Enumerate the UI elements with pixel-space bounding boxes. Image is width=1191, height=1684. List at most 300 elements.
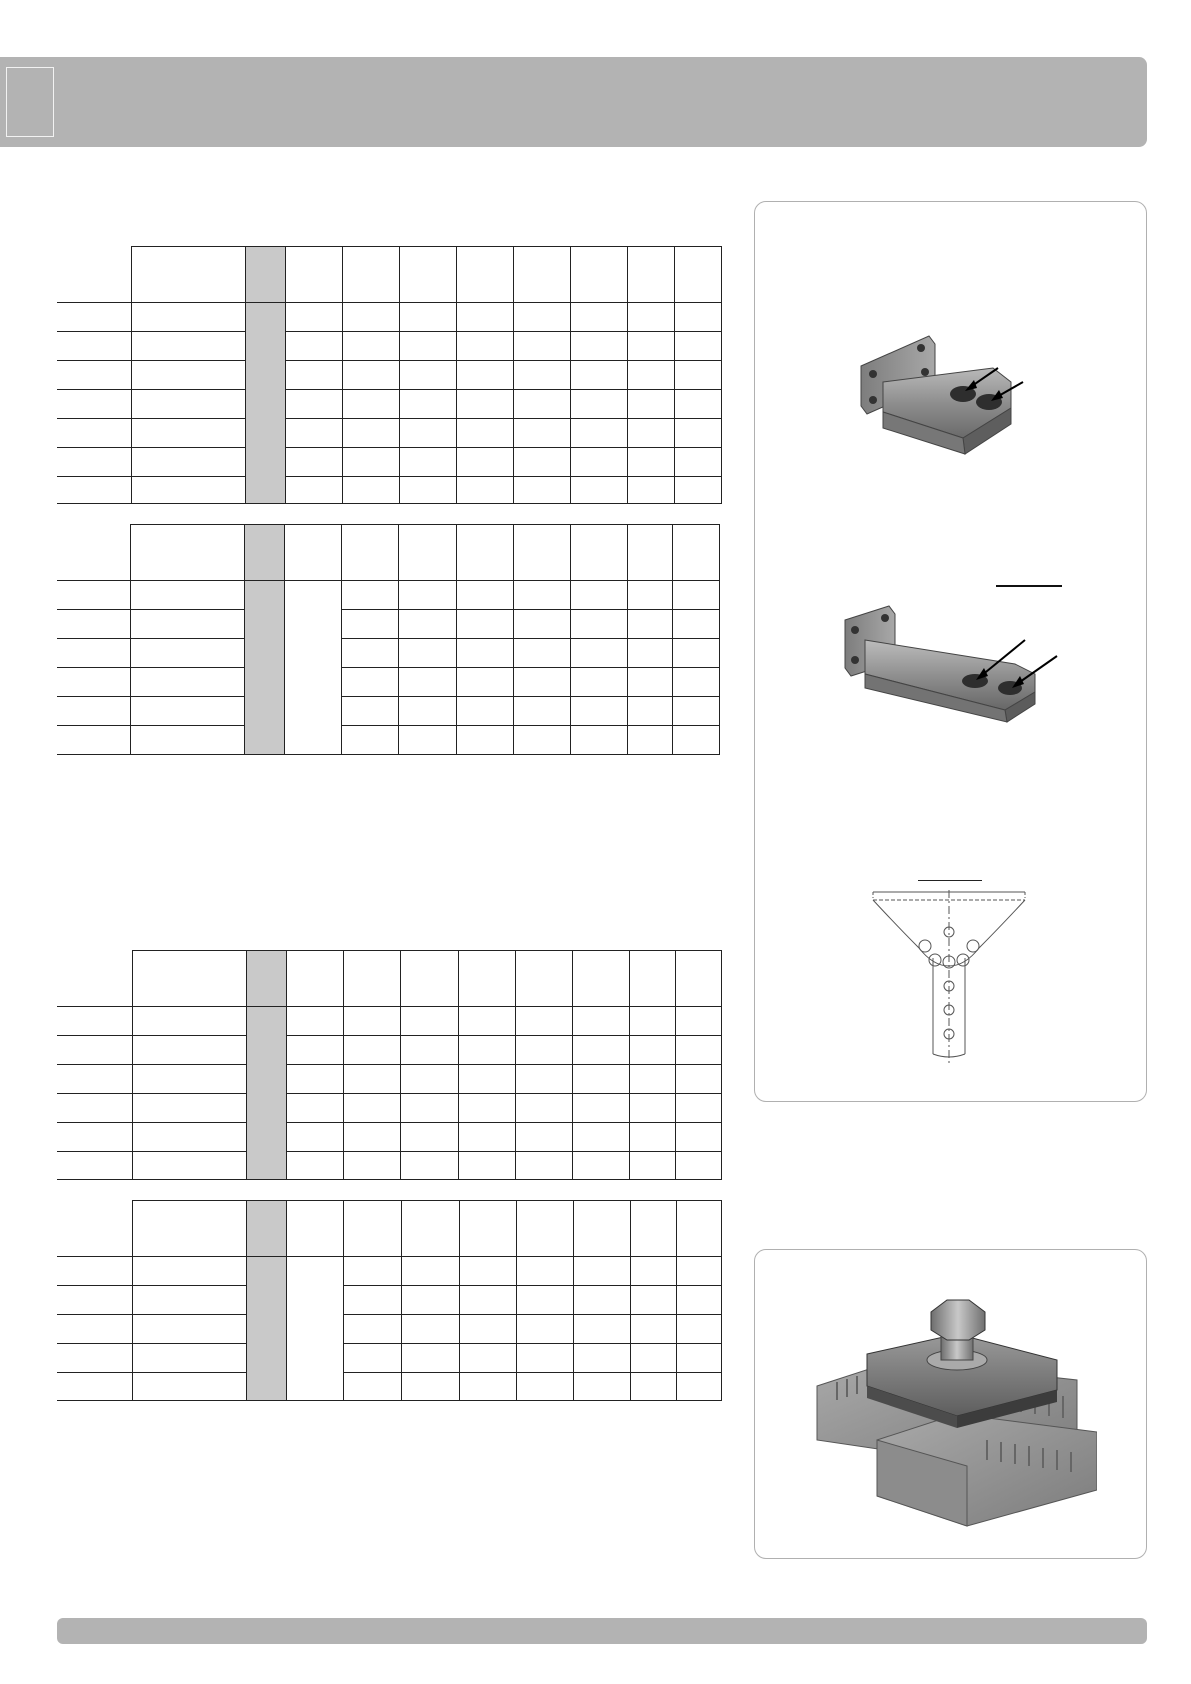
table-cell: [513, 639, 570, 668]
table-cell: [629, 1036, 675, 1065]
table-cell: [572, 1036, 629, 1065]
table-cell: [132, 1373, 246, 1401]
table-cell: [573, 1257, 630, 1286]
table-cell: [244, 525, 284, 581]
table-cell: [516, 1286, 573, 1315]
table-cell: [573, 1286, 630, 1315]
table-cell: [630, 1373, 676, 1401]
table-cell: [57, 639, 130, 668]
table-cell: [513, 390, 570, 419]
table-cell: [400, 1007, 458, 1036]
table-cell: [131, 361, 245, 390]
table-cell: [672, 581, 719, 610]
table-cell: [399, 448, 456, 477]
table-cell: [400, 1036, 458, 1065]
table-cell: [456, 247, 513, 303]
table-cell: [630, 1315, 676, 1344]
table-cell: [672, 525, 719, 581]
table-cell: [672, 726, 719, 755]
table-cell: [131, 448, 245, 477]
table-cell: [570, 390, 627, 419]
table-cell: [456, 610, 513, 639]
table-cell: [342, 332, 399, 361]
table-cell: [244, 581, 284, 755]
table-cell: [285, 390, 342, 419]
table-row: [57, 361, 721, 390]
table-cell: [132, 1007, 246, 1036]
table-cell: [246, 951, 286, 1007]
table-cell: [131, 419, 245, 448]
table-cell: [572, 1007, 629, 1036]
table-cell: [515, 1152, 572, 1180]
table-cell: [675, 1065, 721, 1094]
table-cell: [246, 1007, 286, 1180]
table-cell: [286, 1257, 343, 1401]
table-cell: [286, 951, 343, 1007]
table-cell: [627, 361, 674, 390]
table-cell: [672, 697, 719, 726]
table-cell: [674, 303, 721, 332]
slotted-bracket-short-image: [843, 332, 1043, 462]
table-cell: [343, 1201, 401, 1257]
table-cell: [570, 361, 627, 390]
table-cell: [513, 247, 570, 303]
table-cell: [676, 1315, 721, 1344]
table-cell: [131, 332, 245, 361]
table-cell: [676, 1286, 721, 1315]
header-bar: [0, 57, 1147, 147]
table-cell: [342, 390, 399, 419]
table-header-row: [57, 247, 721, 303]
table-cell: [343, 1315, 401, 1344]
table-cell: [57, 1123, 132, 1152]
table-cell: [570, 726, 627, 755]
table-cell: [629, 951, 675, 1007]
table-cell: [515, 951, 572, 1007]
table-row: [57, 390, 721, 419]
table-cell: [130, 668, 244, 697]
table-cell: [132, 1036, 246, 1065]
table-cell: [630, 1286, 676, 1315]
table-cell: [57, 1373, 132, 1401]
table-row: [57, 1344, 721, 1373]
table-cell: [573, 1201, 630, 1257]
table-cell: [513, 525, 570, 581]
table-row: [57, 1036, 721, 1065]
table-cell: [672, 610, 719, 639]
table-cell: [401, 1201, 459, 1257]
table-row: [57, 639, 719, 668]
table-cell: [285, 303, 342, 332]
dimension-underline: [996, 585, 1062, 587]
table-cell: [343, 1123, 400, 1152]
table-cell: [572, 1094, 629, 1123]
table-header-row: [57, 1201, 721, 1257]
table-cell: [627, 697, 672, 726]
table-cell: [398, 581, 456, 610]
table-cell: [629, 1065, 675, 1094]
table-cell: [132, 1094, 246, 1123]
table-cell: [131, 477, 245, 504]
table-cell: [132, 1257, 246, 1286]
table-cell: [456, 639, 513, 668]
clamp-panel: [754, 1249, 1147, 1559]
table-row: [57, 1373, 721, 1401]
table-cell: [343, 1094, 400, 1123]
table-cell: [400, 951, 458, 1007]
table-cell: [341, 639, 398, 668]
table-cell: [459, 1373, 516, 1401]
table-cell: [57, 581, 130, 610]
table-cell: [342, 419, 399, 448]
table-cell: [399, 390, 456, 419]
table-cell: [131, 390, 245, 419]
table-cell: [57, 951, 132, 1007]
table-cell: [456, 361, 513, 390]
table-cell: [458, 1007, 515, 1036]
table-cell: [515, 1036, 572, 1065]
table-cell: [675, 1036, 721, 1065]
table-cell: [342, 303, 399, 332]
table-cell: [398, 726, 456, 755]
table-cell: [458, 1152, 515, 1180]
table-cell: [343, 1373, 401, 1401]
table-cell: [57, 1152, 132, 1180]
table-cell: [630, 1201, 676, 1257]
table-cell: [57, 1201, 132, 1257]
table-cell: [630, 1257, 676, 1286]
table-cell: [400, 1152, 458, 1180]
table-cell: [399, 477, 456, 504]
table-cell: [516, 1344, 573, 1373]
table-cell: [627, 581, 672, 610]
table-cell: [674, 477, 721, 504]
table-row: [57, 581, 719, 610]
table-cell: [515, 1007, 572, 1036]
table-cell: [516, 1315, 573, 1344]
table-cell: [458, 1094, 515, 1123]
table-cell: [130, 697, 244, 726]
table-row: [57, 610, 719, 639]
table-cell: [513, 477, 570, 504]
table-cell: [341, 726, 398, 755]
table-row: [57, 448, 721, 477]
table-cell: [674, 332, 721, 361]
table-cell: [130, 726, 244, 755]
table-cell: [57, 525, 130, 581]
table-header-row: [57, 525, 719, 581]
table-cell: [343, 1344, 401, 1373]
table-cell: [675, 1094, 721, 1123]
table-cell: [130, 525, 244, 581]
table-cell: [57, 303, 131, 332]
table-cell: [398, 610, 456, 639]
table-cell: [676, 1344, 721, 1373]
table-row: [57, 303, 721, 332]
table-cell: [513, 668, 570, 697]
spec-table-3: [57, 950, 722, 1180]
table-cell: [341, 525, 398, 581]
table-cell: [513, 726, 570, 755]
table-cell: [343, 951, 400, 1007]
table-cell: [675, 951, 721, 1007]
table-cell: [515, 1123, 572, 1152]
table-cell: [401, 1286, 459, 1315]
table-cell: [573, 1315, 630, 1344]
table-cell: [675, 1007, 721, 1036]
table-cell: [286, 1201, 343, 1257]
table-cell: [627, 477, 674, 504]
table-cell: [245, 247, 285, 303]
table-cell: [57, 361, 131, 390]
table-cell: [286, 1007, 343, 1036]
table-cell: [285, 361, 342, 390]
table-cell: [399, 332, 456, 361]
table-cell: [343, 1007, 400, 1036]
table-cell: [627, 610, 672, 639]
table-cell: [570, 419, 627, 448]
table-cell: [398, 668, 456, 697]
table-cell: [456, 697, 513, 726]
table-cell: [456, 303, 513, 332]
table-cell: [400, 1094, 458, 1123]
table-cell: [572, 1152, 629, 1180]
table-cell: [627, 668, 672, 697]
table-cell: [284, 525, 341, 581]
table-cell: [57, 1315, 132, 1344]
table-cell: [398, 639, 456, 668]
table-cell: [570, 581, 627, 610]
table-cell: [672, 639, 719, 668]
table-row: [57, 1315, 721, 1344]
table-cell: [674, 390, 721, 419]
table-cell: [456, 668, 513, 697]
table-cell: [674, 247, 721, 303]
table-cell: [131, 303, 245, 332]
table-cell: [343, 1257, 401, 1286]
table-cell: [629, 1007, 675, 1036]
table-cell: [132, 1344, 246, 1373]
table-row: [57, 1094, 721, 1123]
table-row: [57, 1152, 721, 1180]
footer-bar: [57, 1618, 1147, 1644]
table-cell: [627, 726, 672, 755]
table-cell: [675, 1123, 721, 1152]
spec-table-1: [57, 246, 722, 504]
table-cell: [629, 1094, 675, 1123]
table-cell: [401, 1373, 459, 1401]
table-cell: [57, 1257, 132, 1286]
table-cell: [341, 581, 398, 610]
table-cell: [516, 1373, 573, 1401]
table-cell: [57, 419, 131, 448]
table-cell: [516, 1257, 573, 1286]
table-cell: [245, 303, 285, 504]
table-cell: [627, 525, 672, 581]
hole-pattern-drawing: [869, 888, 1029, 1068]
table-cell: [341, 668, 398, 697]
table-cell: [286, 1152, 343, 1180]
table-cell: [630, 1344, 676, 1373]
table-cell: [458, 1065, 515, 1094]
table-row: [57, 668, 719, 697]
table-cell: [130, 581, 244, 610]
table-cell: [627, 390, 674, 419]
table-cell: [57, 726, 130, 755]
table-cell: [456, 477, 513, 504]
table-cell: [130, 610, 244, 639]
table-cell: [132, 1286, 246, 1315]
table-cell: [570, 525, 627, 581]
table-cell: [401, 1257, 459, 1286]
table-row: [57, 419, 721, 448]
table-cell: [57, 668, 130, 697]
table-cell: [399, 419, 456, 448]
table-cell: [246, 1201, 286, 1257]
table-cell: [57, 697, 130, 726]
table-header-row: [57, 951, 721, 1007]
table-cell: [57, 390, 131, 419]
table-cell: [515, 1094, 572, 1123]
table-cell: [674, 361, 721, 390]
table-cell: [513, 581, 570, 610]
table-cell: [57, 1286, 132, 1315]
table-cell: [570, 668, 627, 697]
table-cell: [399, 303, 456, 332]
table-cell: [627, 247, 674, 303]
table-cell: [401, 1344, 459, 1373]
table-cell: [627, 303, 674, 332]
table-cell: [627, 639, 672, 668]
table-cell: [676, 1257, 721, 1286]
table-cell: [570, 639, 627, 668]
table-cell: [285, 448, 342, 477]
table-cell: [341, 610, 398, 639]
table-cell: [342, 477, 399, 504]
table-cell: [286, 1123, 343, 1152]
table-cell: [456, 390, 513, 419]
table-cell: [57, 247, 131, 303]
table-cell: [458, 1123, 515, 1152]
table-cell: [458, 1036, 515, 1065]
table-cell: [570, 247, 627, 303]
spec-table-2: [57, 524, 720, 755]
table-cell: [132, 1315, 246, 1344]
table-cell: [401, 1315, 459, 1344]
table-cell: [284, 581, 341, 755]
table-cell: [132, 1065, 246, 1094]
table-row: [57, 697, 719, 726]
table-cell: [130, 639, 244, 668]
table-cell: [286, 1065, 343, 1094]
table-cell: [57, 1036, 132, 1065]
table-cell: [459, 1344, 516, 1373]
table-cell: [342, 361, 399, 390]
table-cell: [513, 419, 570, 448]
table-cell: [675, 1152, 721, 1180]
table-cell: [572, 1065, 629, 1094]
table-cell: [57, 610, 130, 639]
table-cell: [513, 610, 570, 639]
table-row: [57, 332, 721, 361]
table-cell: [343, 1036, 400, 1065]
table-cell: [399, 247, 456, 303]
table-cell: [57, 448, 131, 477]
bracket-panel: [754, 201, 1147, 1102]
table-cell: [629, 1152, 675, 1180]
table-cell: [285, 247, 342, 303]
table-cell: [285, 419, 342, 448]
table-cell: [343, 1065, 400, 1094]
table-cell: [676, 1201, 721, 1257]
table-cell: [459, 1286, 516, 1315]
table-cell: [570, 303, 627, 332]
table-cell: [570, 477, 627, 504]
table-cell: [456, 525, 513, 581]
table-cell: [285, 477, 342, 504]
table-cell: [513, 361, 570, 390]
table-cell: [572, 1123, 629, 1152]
table-cell: [132, 1123, 246, 1152]
table-row: [57, 1007, 721, 1036]
table-cell: [627, 448, 674, 477]
table-cell: [341, 697, 398, 726]
table-cell: [132, 1201, 246, 1257]
table-cell: [570, 610, 627, 639]
table-row: [57, 1286, 721, 1315]
table-cell: [132, 1152, 246, 1180]
table-cell: [57, 1094, 132, 1123]
table-cell: [456, 448, 513, 477]
table-cell: [573, 1344, 630, 1373]
table-cell: [459, 1257, 516, 1286]
table-cell: [572, 951, 629, 1007]
table-cell: [459, 1201, 516, 1257]
drawing-underline: [918, 880, 982, 881]
table-cell: [132, 951, 246, 1007]
table-cell: [57, 1344, 132, 1373]
table-cell: [456, 419, 513, 448]
table-cell: [399, 361, 456, 390]
table-cell: [456, 332, 513, 361]
table-cell: [400, 1123, 458, 1152]
serrated-clamp-image: [807, 1290, 1097, 1530]
table-cell: [57, 477, 131, 504]
table-cell: [570, 448, 627, 477]
table-cell: [343, 1286, 401, 1315]
table-cell: [57, 332, 131, 361]
table-cell: [459, 1315, 516, 1344]
table-cell: [629, 1123, 675, 1152]
table-cell: [513, 332, 570, 361]
table-cell: [398, 697, 456, 726]
table-cell: [573, 1373, 630, 1401]
table-cell: [513, 697, 570, 726]
table-cell: [515, 1065, 572, 1094]
table-cell: [285, 332, 342, 361]
table-row: [57, 477, 721, 504]
table-cell: [456, 726, 513, 755]
table-cell: [627, 419, 674, 448]
table-cell: [57, 1007, 132, 1036]
table-cell: [57, 1065, 132, 1094]
table-cell: [570, 697, 627, 726]
table-cell: [131, 247, 245, 303]
table-cell: [627, 332, 674, 361]
table-cell: [456, 581, 513, 610]
table-cell: [674, 419, 721, 448]
table-cell: [513, 303, 570, 332]
